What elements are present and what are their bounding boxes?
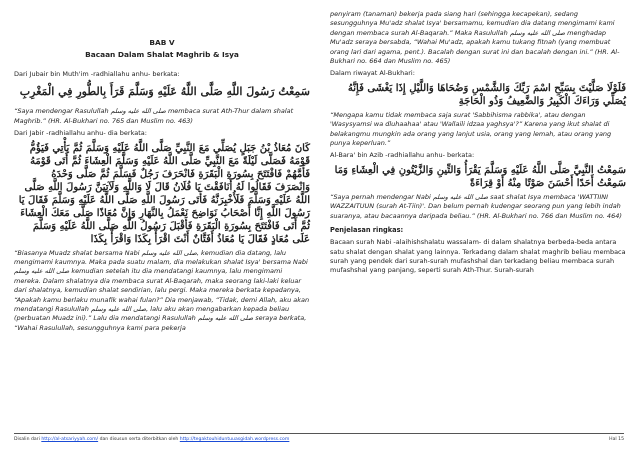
- arabic-text-2: كَانَ مُعَاذُ بْنُ جَبَلٍ يُصَلِّي مَعَ النَّبِيِّ صَلَّى اللَّهُ عَلَيْهِ وَسَلَّمَ ثُمَّ يَأْتِي فَيَؤُمُّ قَوْمَهُ فَصَلَّى لَيْلَةً مَعَ النَّبِيِّ صَلَّى اللَّهُ عَلَيْهِ وَسَلَّمَ الْعِشَاءَ ثُمَّ أَتَى قَوْمَهُ فَأَمَّهُمْ فَافْتَتَحَ بِسُورَةِ الْبَقَرَةِ فَانْحَرَفَ رَجُلٌ فَسَلَّمَ ثُمَّ صَلَّى وَحْدَهُ وَانْصَرَفَ فَقَالُوا لَهُ أَنَافَقْتَ يَا فُلَانُ قَالَ لَا وَاللَّهِ وَلَآتِيَنَّ رَسُولَ اللَّهِ صَلَّى اللَّهُ عَلَيْهِ وَسَلَّمَ فَلَأُخْبِرَنَّهُ فَأَتَى رَسُولَ اللَّهِ صَلَّى اللَّهُ عَلَيْهِ وَسَلَّمَ فَقَالَ يَا رَسُولَ اللَّهِ إِنَّا أَصْحَابُ نَوَاضِحَ نَعْمَلُ بِالنَّهَارِ وَإِنَّ مُعَاذًا صَلَّى مَعَكَ الْعِشَاءَ ثُمَّ أَتَى فَافْتَتَحَ بِسُورَةِ الْبَقَرَةِ فَأَقْبَلَ رَسُولُ اللَّهِ صَلَّى اللَّهُ عَلَيْهِ وَسَلَّمَ عَلَى مُعَاذٍ فَقَالَ يَا مُعَاذُ أَفَتَّانٌ أَنْتَ اقْرَأْ بِكَذَا وَاقْرَأْ بِكَذَا: [18, 142, 310, 245]
- right-column: [330, 10, 626, 279]
- translation-3: “Mengapa kamu tidak membaca saja surat 'Sabbihisma rabbika', atau dengan 'Wasysyamsi wa dluhaahaa' atau 'Wallaili idzaa yaghsya'?” Karena yang ikut shalat di belakangmu mungkin ada orang yang lanjut usia, orang yang lemah, atau orang yang punya keperluan.”: [330, 110, 612, 148]
- translation-4: “Saya pernah mendengar Nabi صلى الله عليه وسلم saat shalat Isya membaca 'WATTIINI WAZZAITUUN (surah At-Tiin)'. Dan belum pernah kudengar seorang pun yang lebih indah suaranya, atau bacaannya daripada beliau.” (HR. Al-Bukhari no. 766 dan Muslim no. 464): [330, 192, 622, 220]
- footer-middle: dan disusun serta diterbitkan oleh: [98, 437, 180, 442]
- footer-source: [14, 436, 289, 443]
- translation-2: “Biasanya Muadz shalat bersama Nabi صلى الله عليه وسلم, kemudian dia datang, lalu mengimami kaumnya. Maka pada suatu malam, dia melakukan shalat Isya' bersama Nabi صلى الله عليه وسلم kemudian setelah itu dia mendatangi kaumnya, lalu mengimami mereka. Dalam shalatnya dia membaca surat Al-Baqarah, maka seorang laki-laki keluar dari shalatnya, kemudian shalat sendirian, lalu pergi. Maka mereka berkata kepadanya, “Apakah kamu berlaku munafik wahai fulan?” Dia menjawab, “Tidak, demi Allah, aku akan mendatangi Rasulullah صلى الله عليه وسلم, lalu aku akan mengabarkan kepada beliau (perbuatan Muadz ini).” Lalu dia mendatangi Rasulullah صلى الله عليه وسلم seraya berkata, “Wahai Rasulullah, sesungguhnya kami para pekerja: [14, 248, 310, 332]
- source-link[interactable]: http://al-atsariyyah.com/: [41, 437, 99, 442]
- section-heading: Penjelasan ringkas:: [330, 226, 404, 235]
- left-column: [14, 38, 310, 336]
- page-footer: [14, 436, 624, 443]
- translation-2-continued: penyiram (tanaman) bekerja pada siang hari (sehingga kecapekan), sedang sesungguhnya Mu'adz shalat Isya' bersamamu, kemudian dia datang mengimami kami dengan membaca surah Al-Baqarah.” Maka Rasulullah صلى الله عليه وسلم menghadap Mu'adz seraya bersabda, “Wahai Mu'adz, apakah kamu tukang fitnah (yang membuat orang lari dari agama, pent.). Bacalah dengan surat ini dan bacalah dengan ini.” (HR. Al-Bukhari no. 664 dan Muslim no. 465): [330, 10, 620, 66]
- publisher-link[interactable]: http://tegaktouhiduntuuasgidah.wordpress.com: [179, 437, 290, 442]
- explanation-text: Bacaan surah Nabi -alaihishshalatu wassalam- di dalam shalatnya berbeda-beda antara satu shalat dengan shalat yang lainnya. Terkadang dalam shalat maghrib beliau membaca surah yang pendek dari surah-surah mufashshal dan terkadang beliau membaca surah mufashshal yang panjang, seperti surah Ath-Thur. Surah-surah: [330, 238, 626, 275]
- page-number: Hal 15: [609, 437, 624, 442]
- hadith-intro-1: Dari Jubair bin Muth'im -radhiallahu anhu- berkata:: [14, 70, 180, 78]
- arabic-text-1: سَمِعْتُ رَسُولَ اللَّهِ صَلَّى اللَّهُ عَلَيْهِ وَسَلَّمَ قَرَأَ بِالطُّورِ فِي الْمَغْرِبِ: [19, 85, 310, 99]
- hadith-intro-4: Al-Bara' bin Azib -radhiallahu anhu- berkata:: [330, 151, 475, 160]
- chapter-subtitle: Bacaan Dalam Shalat Maghrib & Isya: [85, 50, 239, 59]
- footer-prefix: Disalin dari: [14, 437, 42, 442]
- hadith-intro-3: Dalam riwayat Al-Bukhari:: [330, 69, 415, 78]
- translation-1: “Saya mendengar Rasulullah صلى الله عليه وسلم membaca surat Ath-Thur dalam shalat Maghrib.” (HR. Al-Bukhari no. 765 dan Muslim no. 463): [14, 107, 294, 125]
- hadith-intro-2: Dari Jabir -radhiallahu anhu- dia berkata:: [14, 129, 147, 138]
- chapter-title: BAB V: [149, 38, 175, 47]
- arabic-text-4: سَمِعْتُ النَّبِيَّ صَلَّى اللَّهُ عَلَيْهِ وَسَلَّمَ يَقْرَأُ وَالتِّينِ وَالزَّيْتُونِ فِي الْعِشَاءِ وَمَا سَمِعْتُ أَحَدًا أَحْسَنَ صَوْتًا مِنْهُ أَوْ قِرَاءَةً: [334, 164, 626, 189]
- footer-divider: [14, 433, 624, 434]
- arabic-text-3: فَلَوْلَا صَلَّيْتَ بِسَبِّحِ اسْمَ رَبِّكَ وَالشَّمْسِ وَضُحَاهَا وَاللَّيْلِ إِذَا يَغْشَى فَإِنَّهُ يُصَلِّي وَرَاءَكَ الْكَبِيرُ وَالضَّعِيفُ وَذُو الْحَاجَةِ: [347, 82, 626, 107]
